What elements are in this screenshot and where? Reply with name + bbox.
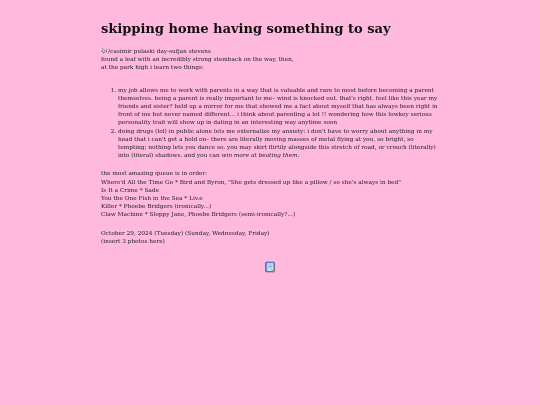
- song-queue: [101, 170, 441, 219]
- list-item: 1. my job allows me to work with parents in a way that is valuable and rare to most before becoming a parent themselves. being a parent is really important to me– wind is knocked out. that's right. feel like this year my friends and sister? held up a mirror for me that showed me a fact about myself that has always been right in front of me but never named different... i think about parenting a lot !! wondering how this lowkey serious personality trait will show up in dating in an interesting way anytime soon: [118, 87, 441, 128]
- post-date: October 29, 2024 (Tuesday) (Sunday, Wednesday, Friday): [101, 230, 270, 237]
- queue-item: You the One Fish in the Sea * Liv.e: [101, 196, 203, 203]
- queue-item: Killer * Phoebe Bridgers (ironically...): [101, 204, 212, 211]
- lessons-list: [101, 87, 441, 161]
- intro-line: at the park high i learn two things:: [101, 65, 204, 72]
- notebook-icon: [264, 261, 276, 273]
- post-intro: [101, 48, 441, 73]
- list-item-italic: win more at beating them.: [221, 153, 300, 160]
- queue-item: Is It a Crime * Sade: [101, 187, 160, 194]
- queue-item: Where'd All the Time Go * Bird and Byron, "She gets dressed up like a pillow / so she's always in bed": [101, 179, 401, 186]
- song-line: 🎶/casimir pulaski day-sufjan stevens: [101, 49, 211, 55]
- list-item: 2. doing drugs (lol) in public alone lets me externalize my anxiety: i don't have to worry about anything in my head that i can't get a hold on– there are literally moving masses of metal flying at you, so bright, so tempting; nothing lets you dance so. you may skirt flirtily alongside this stretch of road, or crouch (literally) into (literal) shadows. and you can win more at beating them.: [118, 128, 441, 161]
- intro-line: found a leaf with an incredibly strong stemback on the way, then,: [101, 57, 294, 64]
- post-title: skipping home having something to say: [101, 22, 391, 37]
- queue-heading: the most amazing queue is in order:: [101, 171, 208, 178]
- photos-note: (insert 3 photos here): [101, 238, 165, 245]
- queue-item: Claw Machine * Sloppy Jane, Phoebe Bridgers (semi-ironically?...): [101, 212, 296, 219]
- post-container: [101, 22, 441, 254]
- post-footer: [101, 230, 441, 246]
